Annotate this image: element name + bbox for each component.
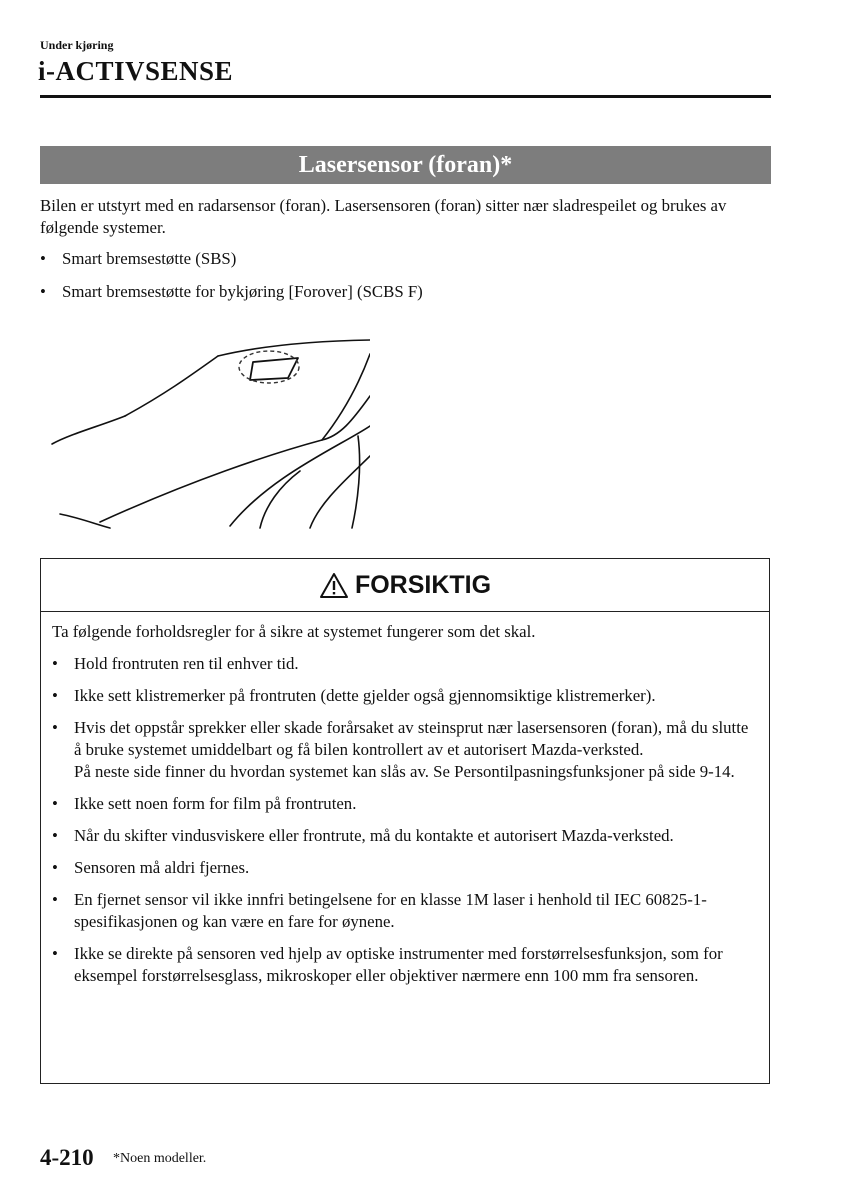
list-item-text: Hvis det oppstår sprekker eller skade forårsaket av steinsprut nær lasersensoren (foran), må du slutte å bruke systemet umiddelbart og få bilen kontrollert av et autorisert Mazda-verksted. <box>74 718 749 759</box>
systems-list <box>40 248 775 314</box>
list-item-text: Ikke se direkte på sensoren ved hjelp av optiske instrumenter med forstørrelsesfunksjon, som for eksempel forstørrelsesglass, mikroskoper eller objektiver nærmere enn 100 mm fra sensoren. <box>74 944 723 985</box>
list-item-text: Ikke sett klistremerker på frontruten (dette gjelder også gjennomsiktige klistremerker). <box>74 686 656 705</box>
bullet-icon: • <box>40 282 46 301</box>
chapter-title: i-ACTIVSENSE <box>38 56 234 86</box>
bullet-icon: • <box>52 944 58 963</box>
chapter-rule <box>40 95 771 98</box>
list-item <box>52 717 757 783</box>
list-item <box>52 653 757 675</box>
list-item-content <box>74 717 757 783</box>
footnote: *Noen modeller. <box>113 1151 207 1166</box>
list-item-text: Hold frontruten ren til enhver tid. <box>74 654 299 673</box>
list-item-text: Når du skifter vindusviskere eller frontrute, må du kontakte et autorisert Mazda-verksted. <box>74 826 674 845</box>
bullet-icon: • <box>52 794 58 813</box>
page-number: 4-210 <box>40 1145 94 1170</box>
windshield-sensor-illustration <box>40 336 370 531</box>
roof-line <box>218 340 370 356</box>
pillar-lower <box>352 436 360 528</box>
bullet-icon: • <box>52 890 58 909</box>
bullet-icon: • <box>52 654 58 673</box>
list-item <box>52 857 757 879</box>
a-pillar <box>322 354 370 440</box>
caution-lead: Ta følgende forholdsregler for å sikre at systemet fungerer som det skal. <box>52 622 536 641</box>
caution-title: FORSIKTIG <box>354 570 492 599</box>
list-item <box>40 281 775 303</box>
list-item <box>52 889 757 933</box>
bullet-icon: • <box>52 858 58 877</box>
section-heading: Lasersensor (foran)* <box>40 146 771 184</box>
list-item-text: Ikke sett noen form for film på frontruten. <box>74 794 357 813</box>
caution-header <box>41 559 769 612</box>
hood-edge <box>52 416 125 444</box>
section-label: Under kjøring <box>40 38 114 52</box>
bullet-icon: • <box>52 718 58 737</box>
list-item <box>52 793 757 815</box>
bullet-icon: • <box>52 826 58 845</box>
list-item <box>40 248 775 270</box>
bullet-icon: • <box>40 249 46 268</box>
list-item-text: Smart bremsestøtte for bykjøring [Forover] (SCBS F) <box>62 282 423 301</box>
intro-text: Bilen er utstyrt med en radarsensor (foran). Lasersensoren (foran) sitter nær sladrespeilet og brukes av følgende systemer. <box>40 196 727 237</box>
list-item-text: Sensoren må aldri fjernes. <box>74 858 250 877</box>
list-item-text: En fjernet sensor vil ikke innfri betingelsene for en klasse 1M laser i henhold til IEC 60825-1-spesifikasjonen og kan være en fare for øynene. <box>74 890 707 931</box>
list-item <box>52 825 757 847</box>
warning-triangle-icon <box>319 572 349 599</box>
list-item <box>52 943 757 987</box>
list-item <box>52 685 757 707</box>
fender-lower <box>310 456 370 528</box>
caution-body <box>41 612 769 987</box>
bullet-icon: • <box>52 686 58 705</box>
cowl-line <box>322 396 370 440</box>
caution-box <box>40 558 770 1084</box>
windshield-top-edge <box>125 356 218 416</box>
sensor-housing <box>250 358 298 380</box>
list-item-text: Smart bremsestøtte (SBS) <box>62 249 237 268</box>
list-item-extra-text: På neste side finner du hvordan systemet kan slås av. Se Persontilpasningsfunksjoner på side 9-14. <box>74 762 735 781</box>
